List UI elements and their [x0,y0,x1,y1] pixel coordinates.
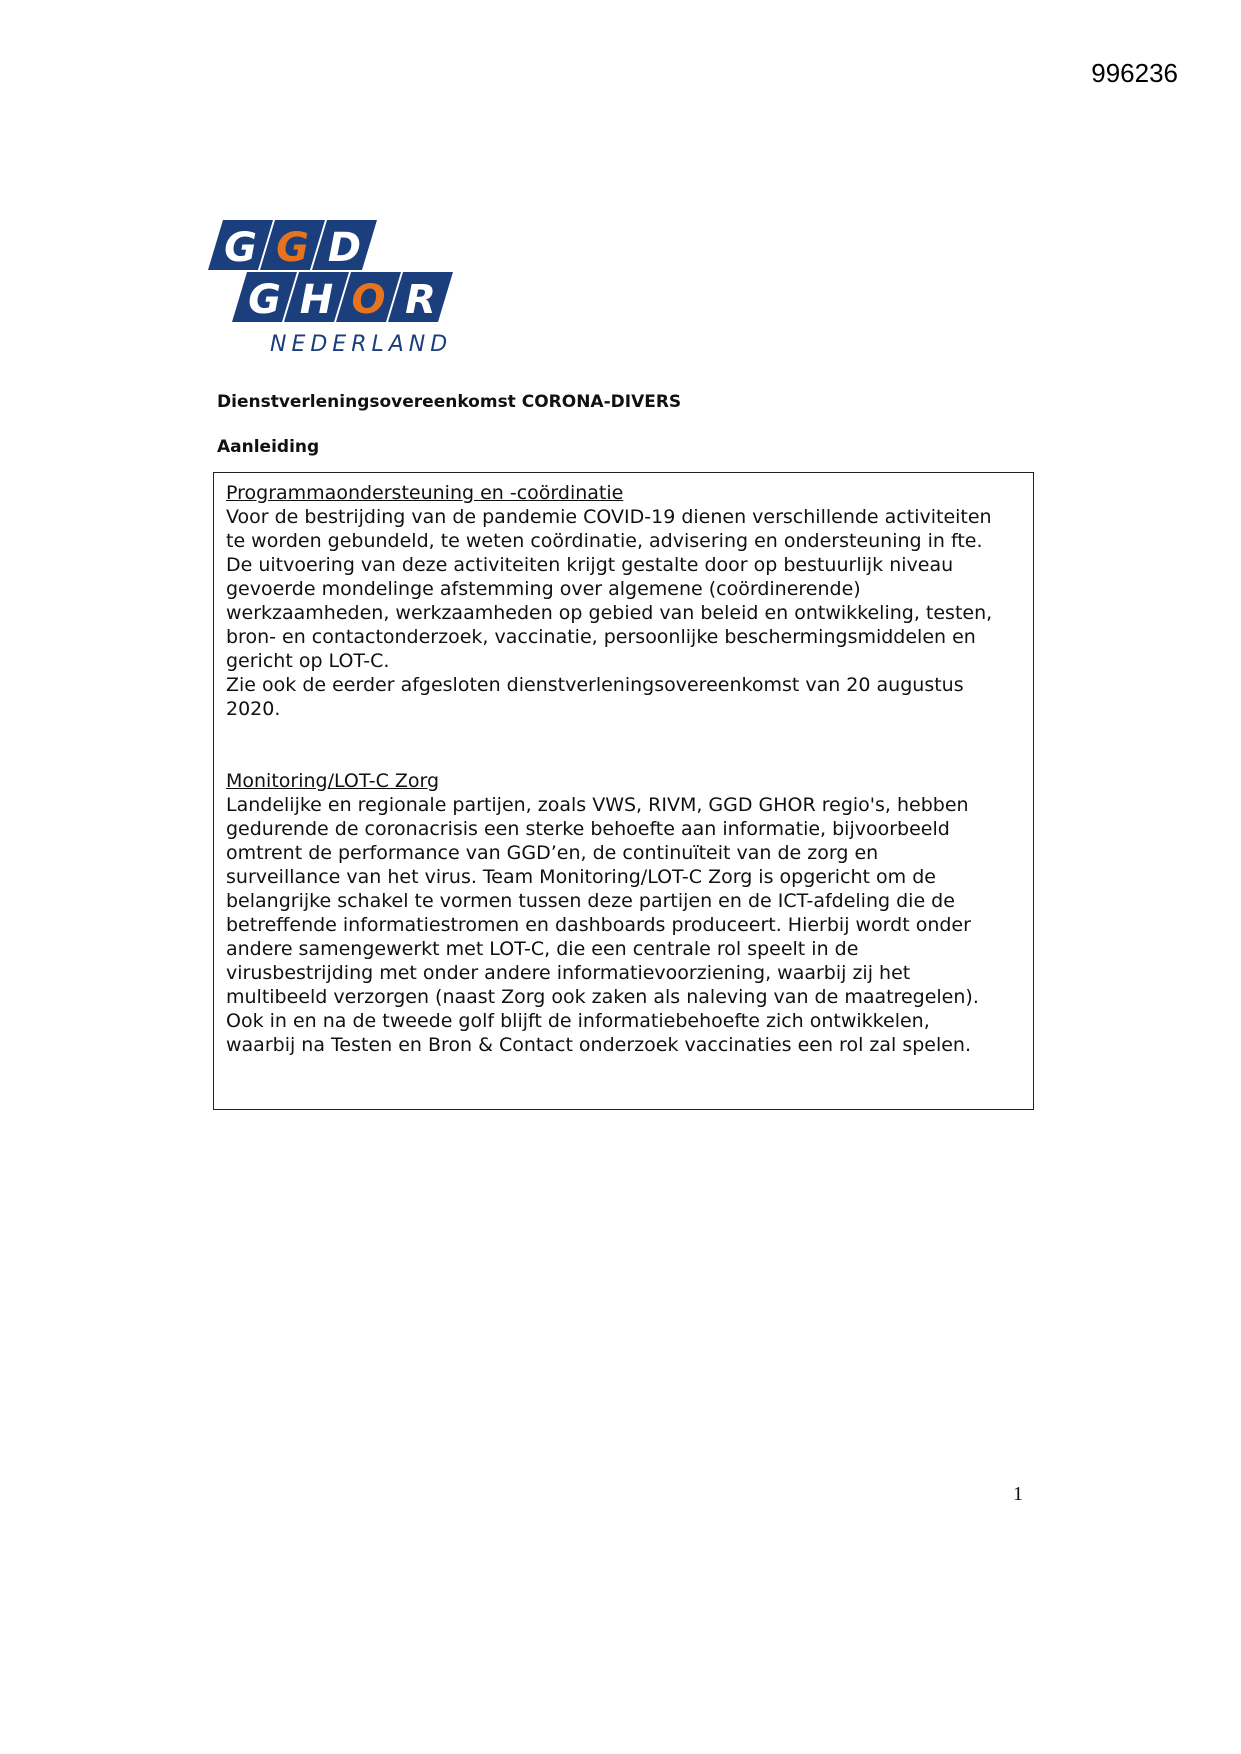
section-spacer [226,721,1021,769]
section-body-programmaondersteuning: Voor de bestrijding van de pandemie COVID-19 dienen verschillende activiteiten te worden gebundeld, te weten coördinatie, advisering en ondersteuning in fte. De uitvoering van deze activiteiten krijgt gestalte door op bestuurlijk niveau gevoerde mondelinge afstemming over algemene (coördinerende) werkzaamheden, werkzaamheden op gebied van beleid en ontwikkeling, testen, bron- en contactonderzoek, vaccinatie, persoonlijke beschermingsmiddelen en gericht op LOT-C. Zie ook de eerder afgesloten dienstverleningsovereenkomst van 20 augustus 2020. [226,506,993,720]
section-heading-monitoring: Monitoring/LOT-C Zorg [226,770,440,792]
logo-ggd-2-letter: D [327,225,362,271]
document-title: Dienstverleningsovereenkomst CORONA-DIVERS [217,392,682,412]
logo-ggd-1-letter: G [276,225,309,271]
logo-ghor-3-letter: R [405,277,436,323]
logo-ghor-2-letter: O [351,277,386,323]
section-body-monitoring: Landelijke en regionale partijen, zoals VWS, RIVM, GGD GHOR regio's, hebben gedurende de coronacrisis een sterke behoefte aan informatie, bijvoorbeeld omtrent de performance van GGD’en, de continuïteit van de zorg en surveillance van het virus. Team Monitoring/LOT-C Zorg is opgericht om de belangrijke schakel te vormen tussen deze partijen en de ICT-afdeling die de betreffende informatiestromen en dashboards produceert. Hierbij wordt onder andere samengewerkt met LOT-C, die een centrale rol speelt in de virusbestrijding met onder andere informatievoorziening, waarbij zij het multibeeld verzorgen (naast Zorg ook zaken als naleving van de maatregelen). Ook in en na de tweede golf blijft de informatiebehoefte zich ontwikkelen, waarbij na Testen en Bron & Contact onderzoek vaccinaties een rol zal spelen. [226,794,979,1056]
section-label-aanleiding: Aanleiding [217,437,320,457]
ggd-ghor-logo [208,218,468,358]
logo-row-ggd [208,220,377,271]
page-number: 1 [1013,1483,1023,1505]
document-id: 996236 [1091,58,1178,88]
content-box [213,472,1034,1110]
logo-ggd-0-letter: G [224,225,257,271]
section-heading-programmaondersteuning: Programmaondersteuning en -coördinatie [226,482,624,504]
logo-ghor-1-letter: H [299,277,334,323]
logo-row-ghor [232,272,453,323]
logo-subtext: NEDERLAND [270,332,453,357]
logo-ghor-0-letter: G [248,277,281,323]
